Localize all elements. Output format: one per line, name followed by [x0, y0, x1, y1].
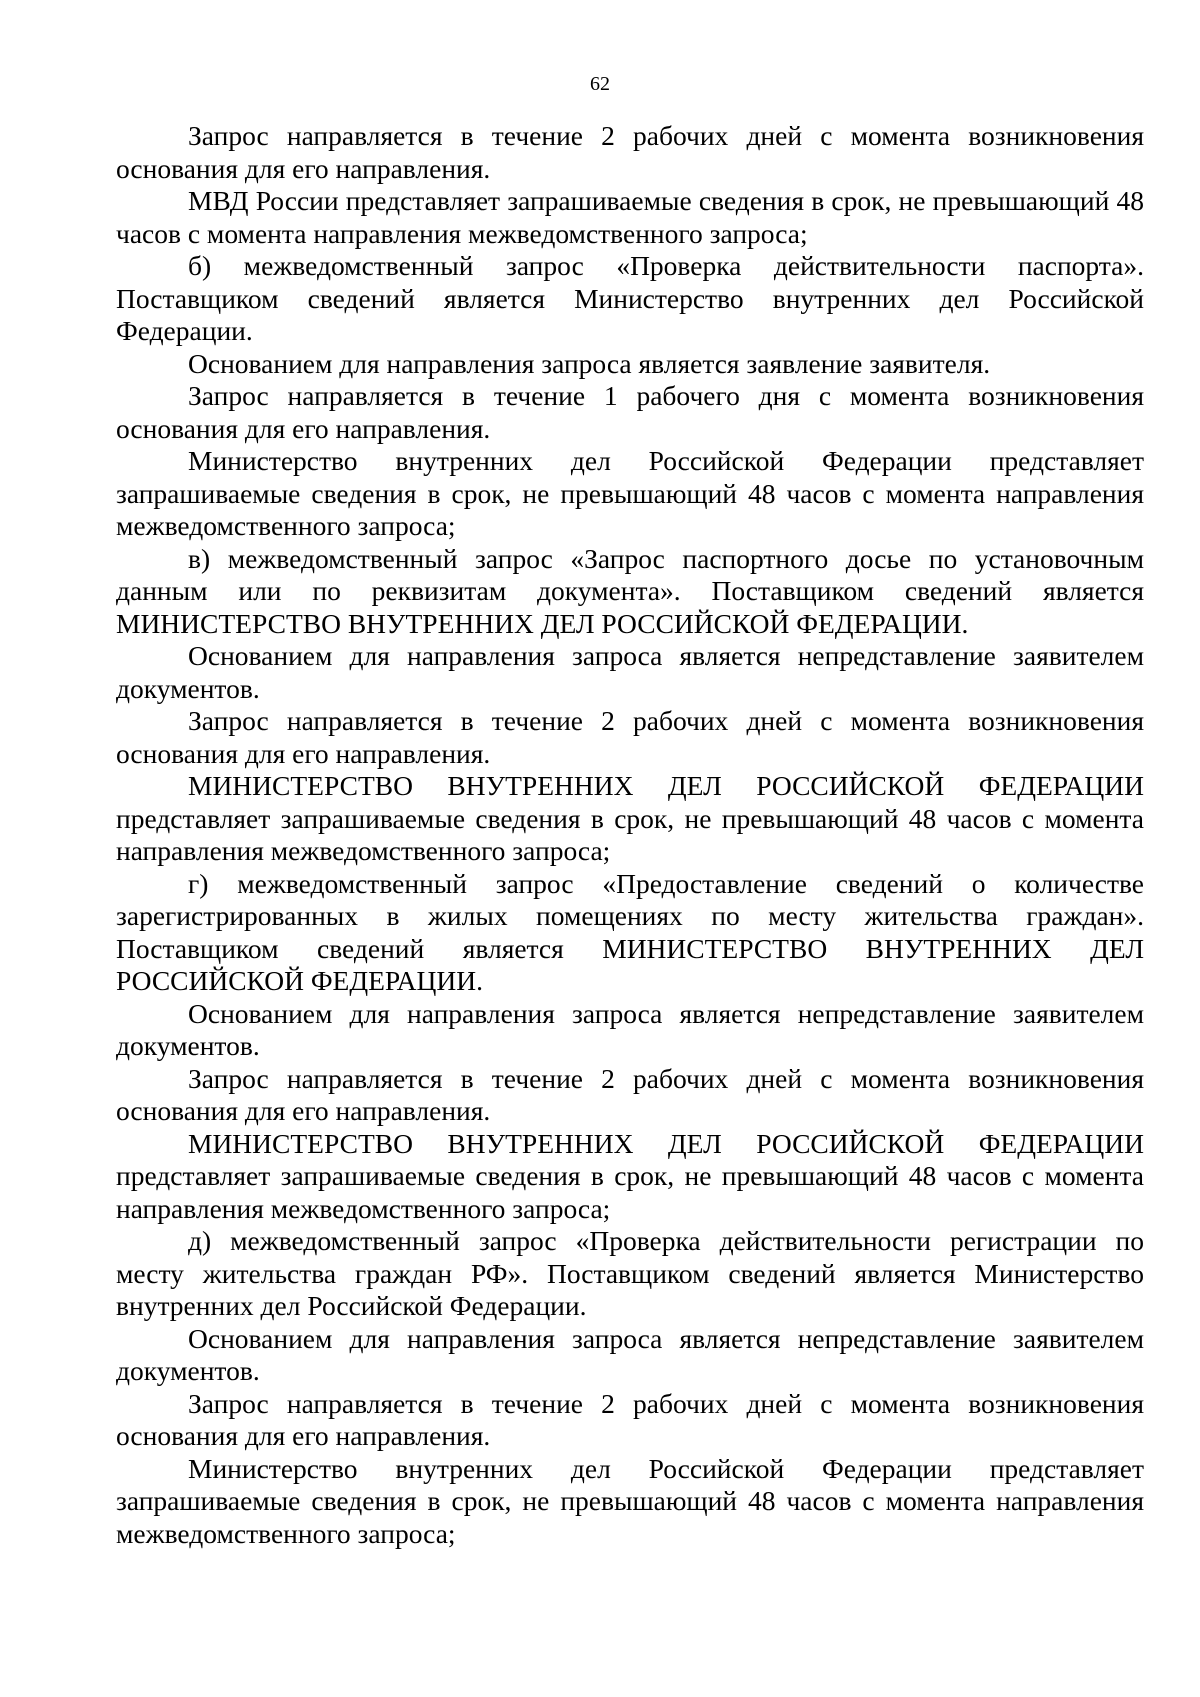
paragraph: Запрос направляется в течение 2 рабочих дней с момента возникновения основания для его направления. [116, 120, 1144, 184]
paragraph: МИНИСТЕРСТВО ВНУТРЕННИХ ДЕЛ РОССИЙСКОЙ ФЕДЕРАЦИИ представляет запрашиваемые сведения в срок, не превышающий 48 часов с момента направления межведомственного запроса; [116, 1127, 1144, 1224]
paragraph: Запрос направляется в течение 1 рабочего дня с момента возникновения основания для его направления. [116, 380, 1144, 444]
paragraph: Запрос направляется в течение 2 рабочих дней с момента возникновения основания для его направления. [116, 1062, 1144, 1126]
paragraph: Основанием для направления запроса является заявление заявителя. [188, 347, 991, 379]
paragraph: д) межведомственный запрос «Проверка действительности регистрации по месту жительства граждан РФ». Поставщиком сведений является Министерство внутренних дел Российской Федерации. [116, 1225, 1144, 1321]
paragraph: Основанием для направления запроса является непредставление заявителем документов. [116, 1322, 1144, 1386]
document-body [116, 120, 1144, 1550]
paragraph: Основанием для направления запроса является непредставление заявителем документов. [116, 997, 1144, 1061]
paragraph: Основанием для направления запроса является непредставление заявителем документов. [116, 640, 1144, 704]
paragraph: Министерство внутренних дел Российской Федерации представляет запрашиваемые сведения в срок, не превышающий 48 часов с момента направления межведомственного запроса; [116, 1452, 1144, 1549]
page-number: 62 [590, 73, 610, 95]
paragraph: б) межведомственный запрос «Проверка действительности паспорта». Поставщиком сведений является Министерство внутренних дел Российской Федерации. [116, 250, 1144, 346]
paragraph: в) межведомственный запрос «Запрос паспортного досье по установочным данным или по реквизитам документа». Поставщиком сведений является МИНИСТЕРСТВО ВНУТРЕННИХ ДЕЛ РОССИЙСКОЙ ФЕДЕРАЦИИ. [116, 542, 1144, 639]
paragraph: МИНИСТЕРСТВО ВНУТРЕННИХ ДЕЛ РОССИЙСКОЙ ФЕДЕРАЦИИ представляет запрашиваемые сведения в срок, не превышающий 48 часов с момента направления межведомственного запроса; [116, 770, 1144, 866]
paragraph: МВД России представляет запрашиваемые сведения в срок, не превышающий 48 часов с момента направления межведомственного запроса; [116, 185, 1144, 249]
paragraph: г) межведомственный запрос «Предоставление сведений о количестве зарегистрированных в жилых помещениях по месту жительства граждан». Поставщиком сведений является МИНИСТЕРСТВО ВНУТРЕННИХ ДЕЛ РОССИЙСКОЙ ФЕДЕРАЦИИ. [116, 867, 1144, 996]
paragraph: Запрос направляется в течение 2 рабочих дней с момента возникновения основания для его направления. [116, 705, 1144, 769]
paragraph: Министерство внутренних дел Российской Федерации представляет запрашиваемые сведения в срок, не превышающий 48 часов с момента направления межведомственного запроса; [116, 445, 1144, 541]
paragraph: Запрос направляется в течение 2 рабочих дней с момента возникновения основания для его направления. [116, 1387, 1144, 1451]
